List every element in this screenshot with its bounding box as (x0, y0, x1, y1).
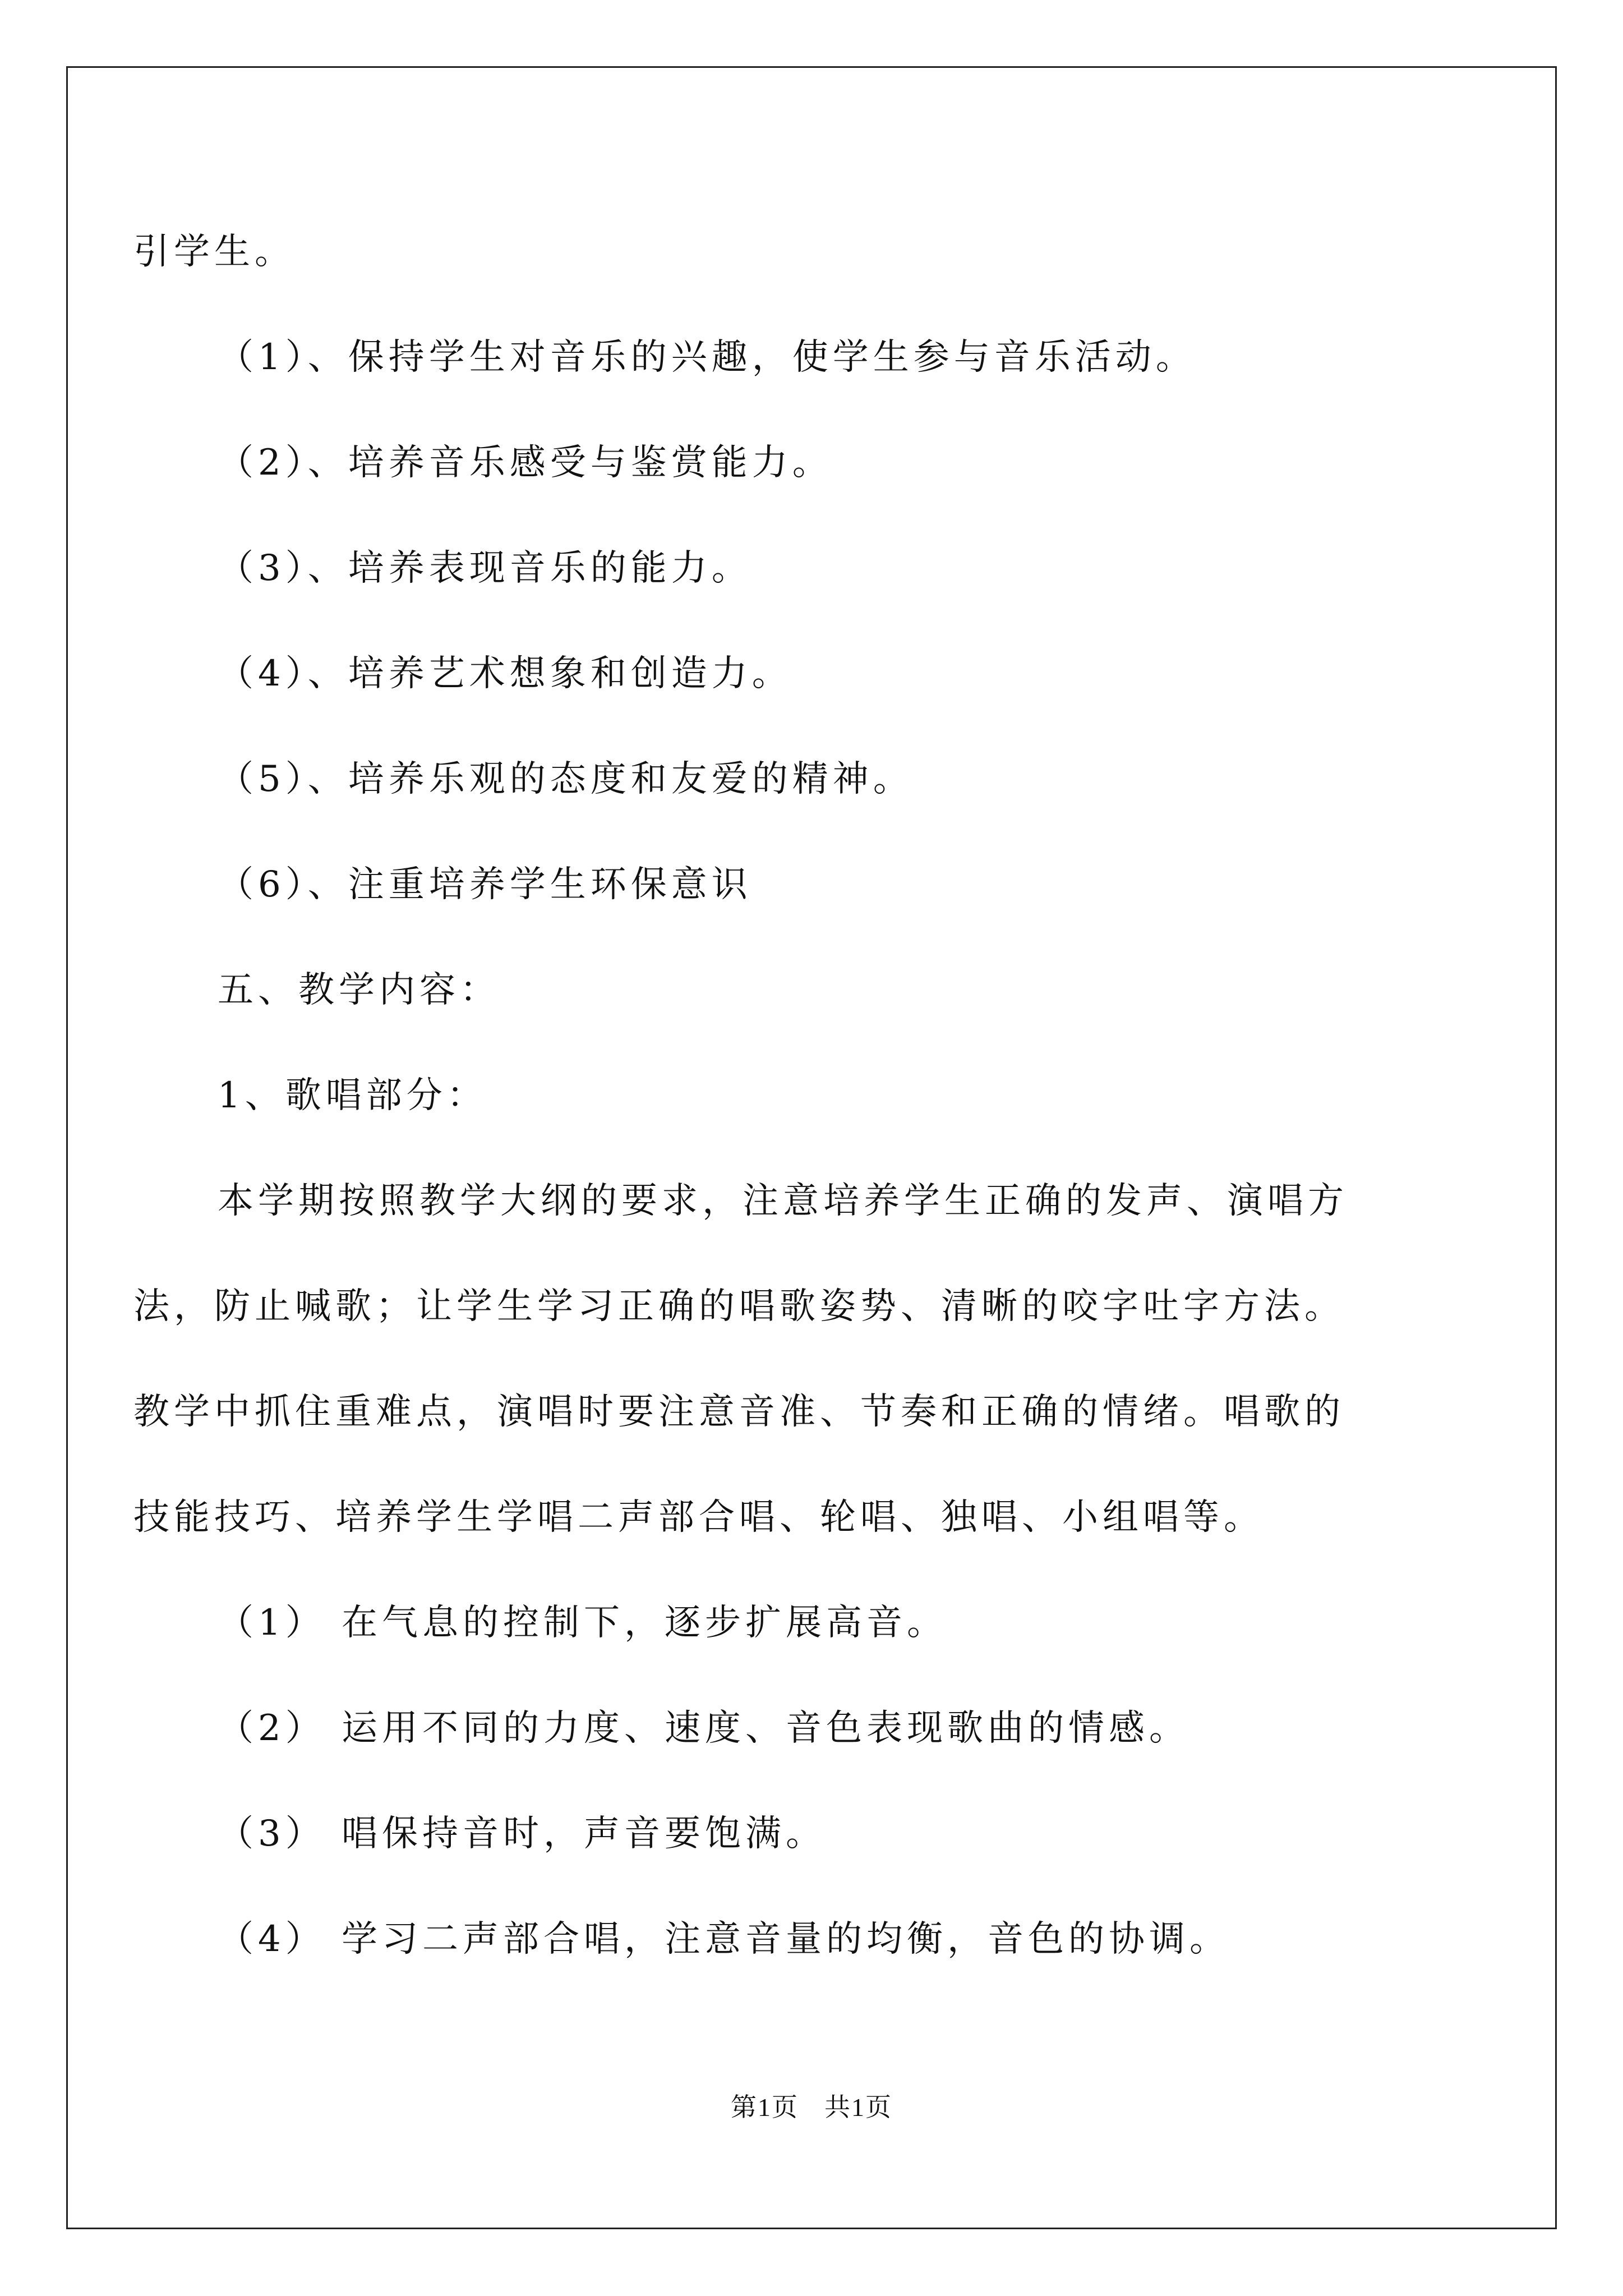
paragraph-line: （1）、保持学生对音乐的兴趣，使学生参与音乐活动。 (218, 337, 1196, 378)
list-item: （1） 在气息的控制下，逐步扩展高音。 (218, 1602, 948, 1644)
paragraph-line: 本学期按照教学大纲的要求，注意培养学生正确的发声、演唱方 (218, 1180, 1348, 1222)
paragraph-line: （5）、培养乐观的态度和友爱的精神。 (218, 758, 914, 800)
page-footer (0, 2087, 1623, 2124)
subsection-heading: 1、歌唱部分： (218, 1075, 487, 1116)
list-item: （2） 运用不同的力度、速度、音色表现歌曲的情感。 (218, 1708, 1190, 1749)
paragraph-line: （2）、培养音乐感受与鉴赏能力。 (218, 442, 833, 484)
section-heading: 五、教学内容： (218, 969, 500, 1011)
list-item: （4） 学习二声部合唱，注意音量的均衡，音色的协调。 (218, 1918, 1230, 1960)
page-number-current: 第1页 (731, 2093, 799, 2122)
page-number-total: 共1页 (824, 2093, 892, 2122)
paragraph-line: 技能技巧、培养学生学唱二声部合唱、轮唱、独唱、小组唱等。 (133, 1497, 1264, 1538)
paragraph-line: 法，防止喊歌；让学生学习正确的唱歌姿势、清晰的咬字吐字方法。 (133, 1286, 1345, 1327)
paragraph-line: （3）、培养表现音乐的能力。 (218, 547, 752, 589)
list-item: （3） 唱保持音时，声音要饱满。 (218, 1813, 827, 1855)
paragraph-line: 引学生。 (133, 231, 295, 273)
document-body (133, 199, 1423, 1992)
paragraph-line: 教学中抓住重难点，演唱时要注意音准、节奏和正确的情绪。唱歌的 (133, 1391, 1345, 1433)
paragraph-line: （6）、注重培养学生环保意识 (218, 864, 752, 905)
paragraph-line: （4）、培养艺术想象和创造力。 (218, 653, 792, 694)
